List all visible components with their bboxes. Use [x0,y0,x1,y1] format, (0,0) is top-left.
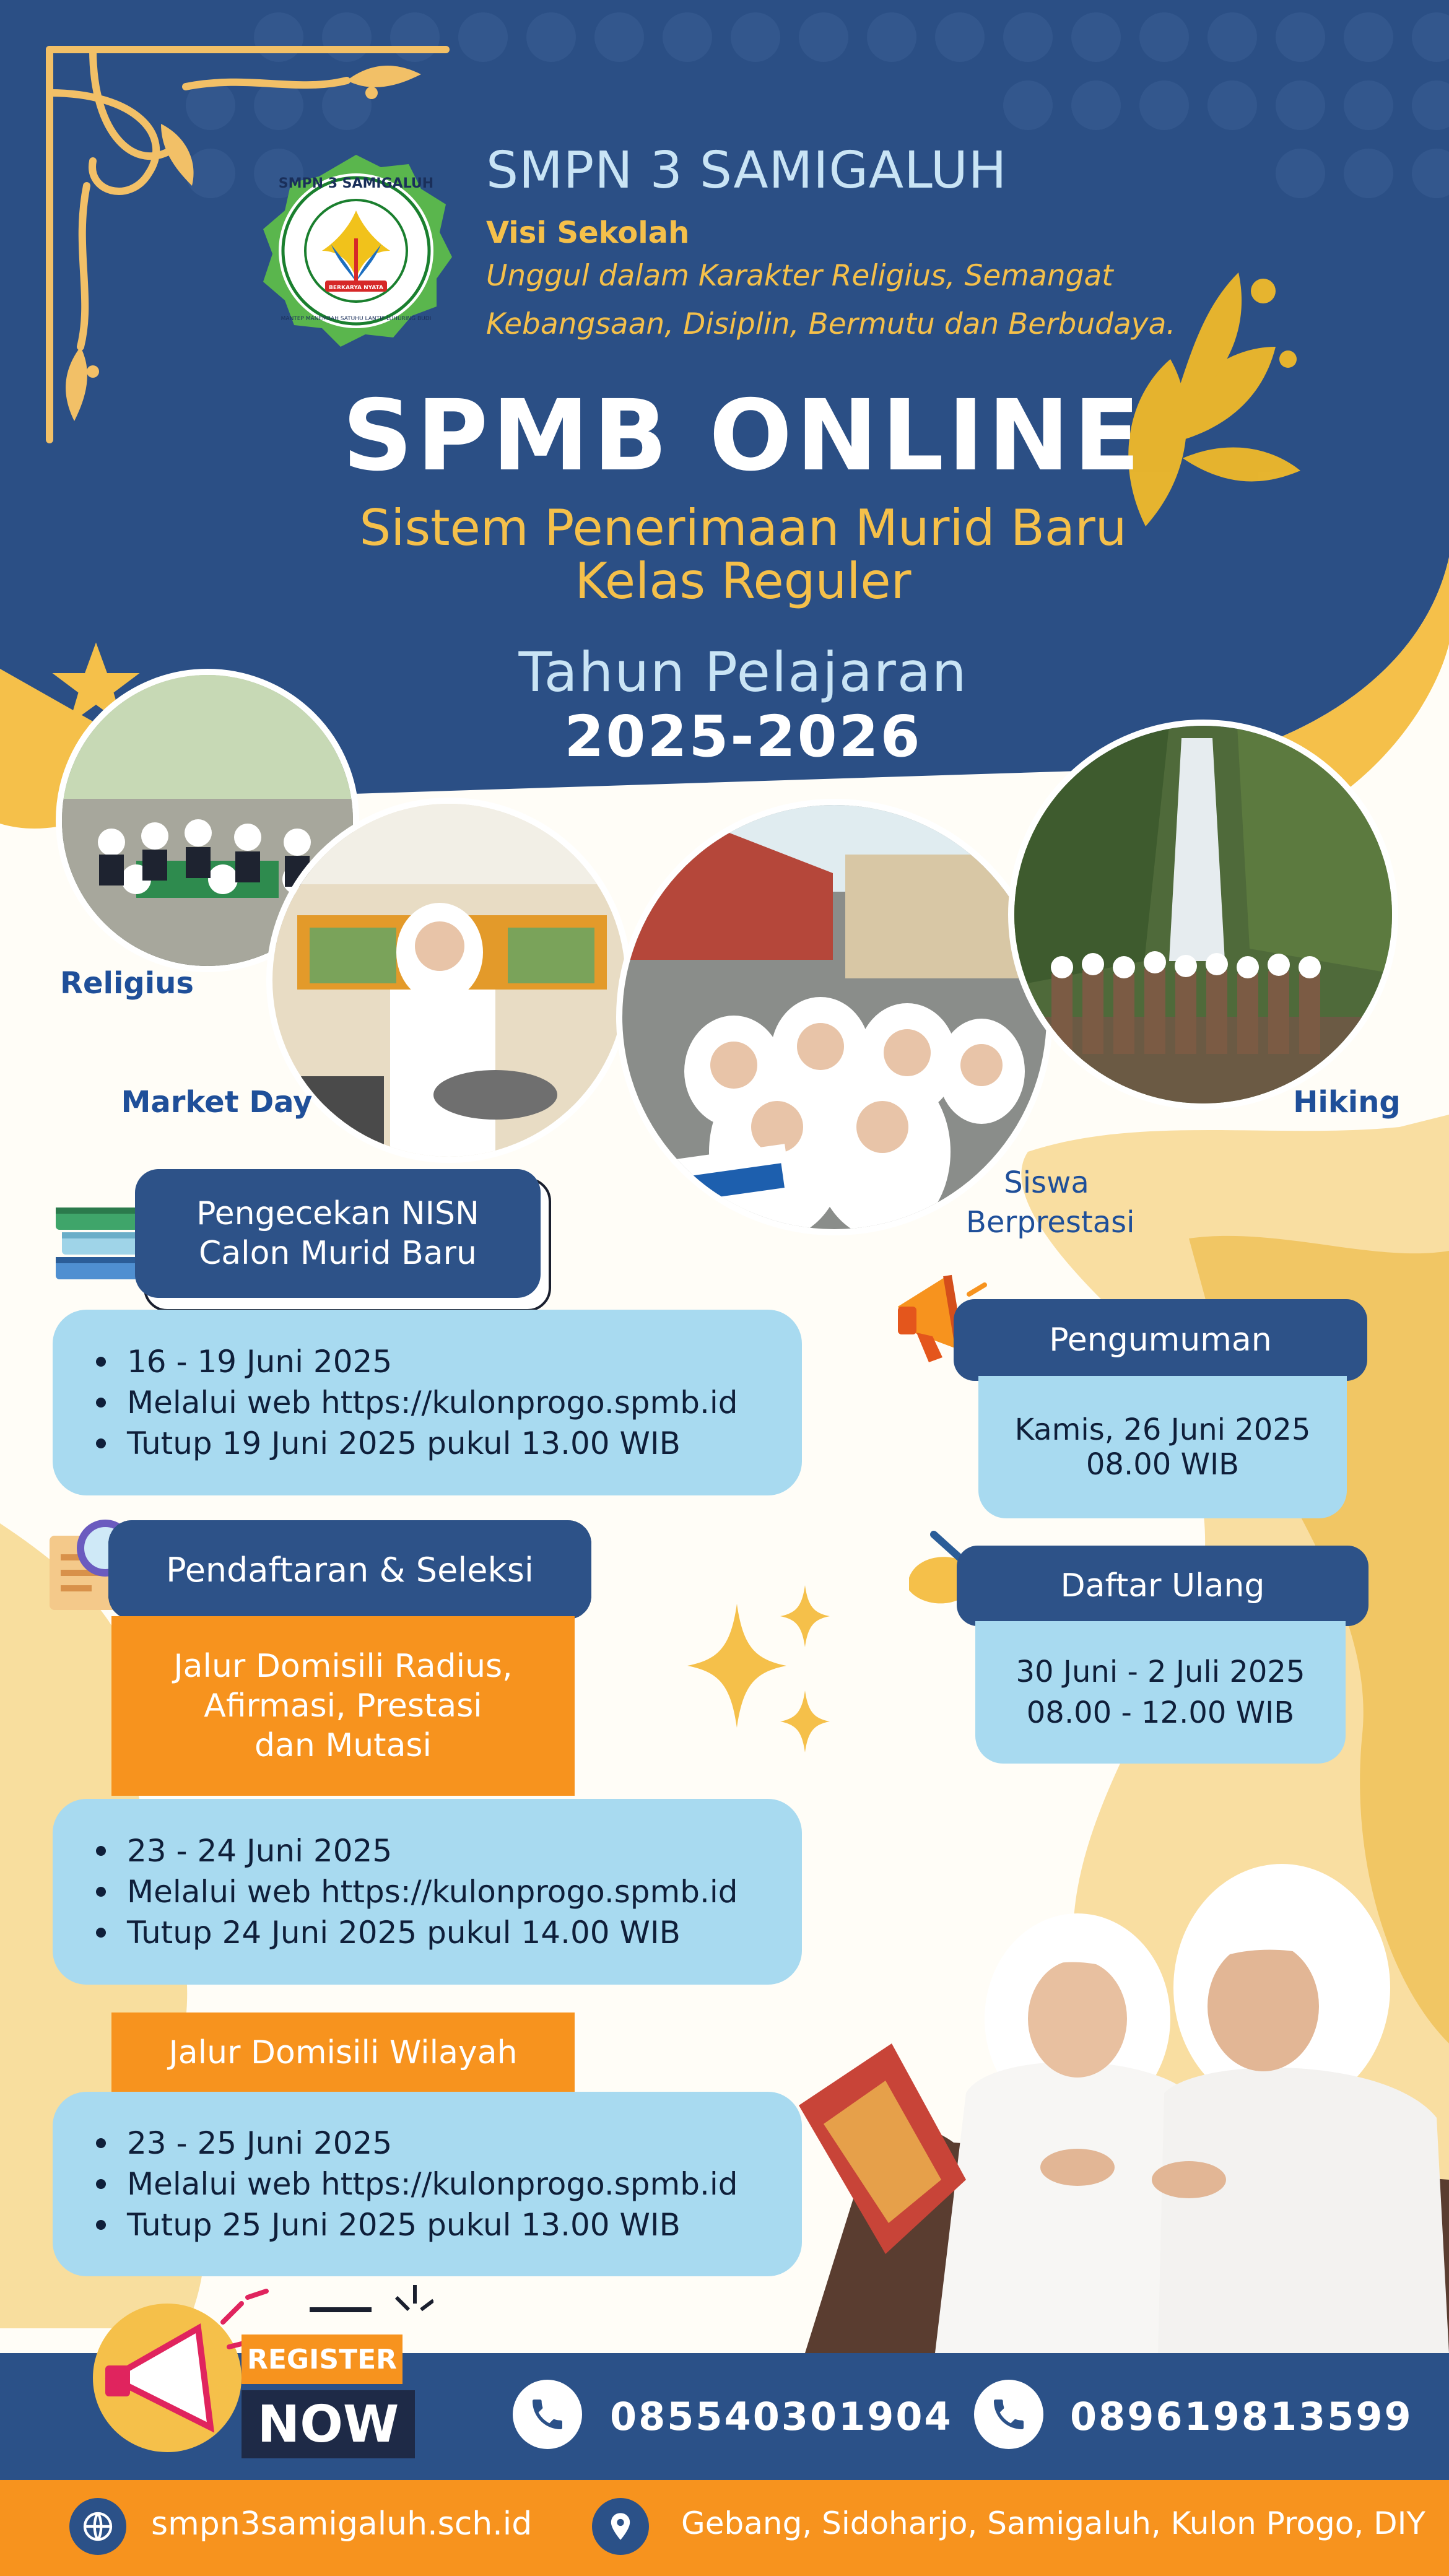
track2-info-list [53,2123,738,2245]
photo-hiking [1008,720,1398,1110]
track2-info-box [53,2092,802,2276]
nisn-info-box [53,1310,802,1495]
logo-motto-text: MANTEP MANEMBAH SATUHU LANTIP LUHURING BUDI [281,316,432,322]
year-value: 2025-2026 [564,703,922,770]
year-label: Tahun Pelajaran [518,640,968,704]
headline-subtitle-1: Sistem Penerimaan Murid Baru [359,499,1127,557]
track2-label: Jalur Domisili Wilayah [111,2012,575,2093]
vision-line-1: Unggul dalam Karakter Religius, Semangat [486,259,1113,293]
reregistration-info-box [975,1621,1346,1764]
nisn-label-line2: Calon Murid Baru [199,1235,477,1272]
announcement-date: Kamis, 26 Juni 2025 [1014,1412,1311,1447]
headline-title: SPMB ONLINE [342,379,1144,493]
phone-icon [513,2380,582,2449]
track2-info-item: 23 - 25 Juni 2025 [127,2123,738,2164]
phone-number-2[interactable]: 089619813599 [1070,2394,1413,2439]
nisn-label-line1: Pengecekan NISN [196,1195,479,1232]
caption-religius: Religius [60,966,194,1001]
track1-info-item: Melalui web https://kulonprogo.spmb.id [127,1871,738,1912]
announcement-label: Pengumuman [954,1299,1367,1381]
location-pin-icon [592,2498,649,2555]
nisn-label [135,1169,541,1298]
nisn-info-item: Melalui web https://kulonprogo.spmb.id [127,1382,738,1423]
vision-line-2: Kebangsaan, Disiplin, Bermutu dan Berbudaya. [486,307,1176,341]
school-name: SMPN 3 SAMIGALUH [486,141,1007,200]
caption-siswa-line2: Berprestasi [966,1205,1135,1240]
nisn-info-list [53,1341,738,1464]
track1-info-list [53,1830,738,1953]
reregistration-label: Daftar Ulang [957,1546,1368,1626]
reregistration-date: 30 Juni - 2 Juli 2025 [1016,1655,1305,1689]
photo-market-day [266,798,632,1163]
register-label[interactable]: REGISTER [242,2334,402,2384]
track1-label-line3: dan Mutasi [255,1727,432,1764]
track1-label [111,1616,575,1796]
phone-number-1[interactable]: 085540301904 [610,2394,953,2439]
students-photo [731,1833,1449,2353]
school-logo [257,152,455,350]
register-now-button[interactable]: NOW [242,2390,415,2458]
track1-info-item: 23 - 24 Juni 2025 [127,1830,738,1871]
announcement-time: 08.00 WIB [1086,1447,1240,1482]
track1-label-line1: Jalur Domisili Radius, [173,1648,513,1685]
announcement-info-box [978,1376,1347,1518]
reregistration-time: 08.00 - 12.00 WIB [1026,1695,1295,1730]
headline-subtitle-2: Kelas Reguler [575,552,912,610]
caption-market-day: Market Day [121,1085,313,1120]
track1-info-item: Tutup 24 Juni 2025 pukul 14.00 WIB [127,1912,738,1953]
logo-ring-text: SMPN 3 SAMIGALUH [278,176,434,191]
caption-siswa-berprestasi [966,1163,1135,1242]
sparkle-icon [687,1585,836,1752]
registration-label: Pendaftaran & Seleksi [108,1520,591,1619]
globe-icon [69,2498,126,2555]
track1-label-line2: Afirmasi, Prestasi [204,1687,482,1725]
nisn-info-item: 16 - 19 Juni 2025 [127,1341,738,1382]
track2-info-item: Melalui web https://kulonprogo.spmb.id [127,2164,738,2204]
track2-info-item: Tutup 25 Juni 2025 pukul 13.00 WIB [127,2204,738,2245]
track1-info-box [53,1799,802,1985]
website-link[interactable]: smpn3samigaluh.sch.id [151,2505,533,2543]
vision-title: Visi Sekolah [486,215,690,250]
caption-siswa-line1: Siswa [1004,1165,1089,1200]
logo-banner-text: BERKARYA NYATA [329,285,383,291]
caption-hiking: Hiking [1293,1085,1401,1120]
phone-icon [974,2380,1043,2449]
nisn-info-item: Tutup 19 Juni 2025 pukul 13.00 WIB [127,1423,738,1464]
address-text: Gebang, Sidoharjo, Samigaluh, Kulon Progo, DIY [681,2505,1425,2541]
